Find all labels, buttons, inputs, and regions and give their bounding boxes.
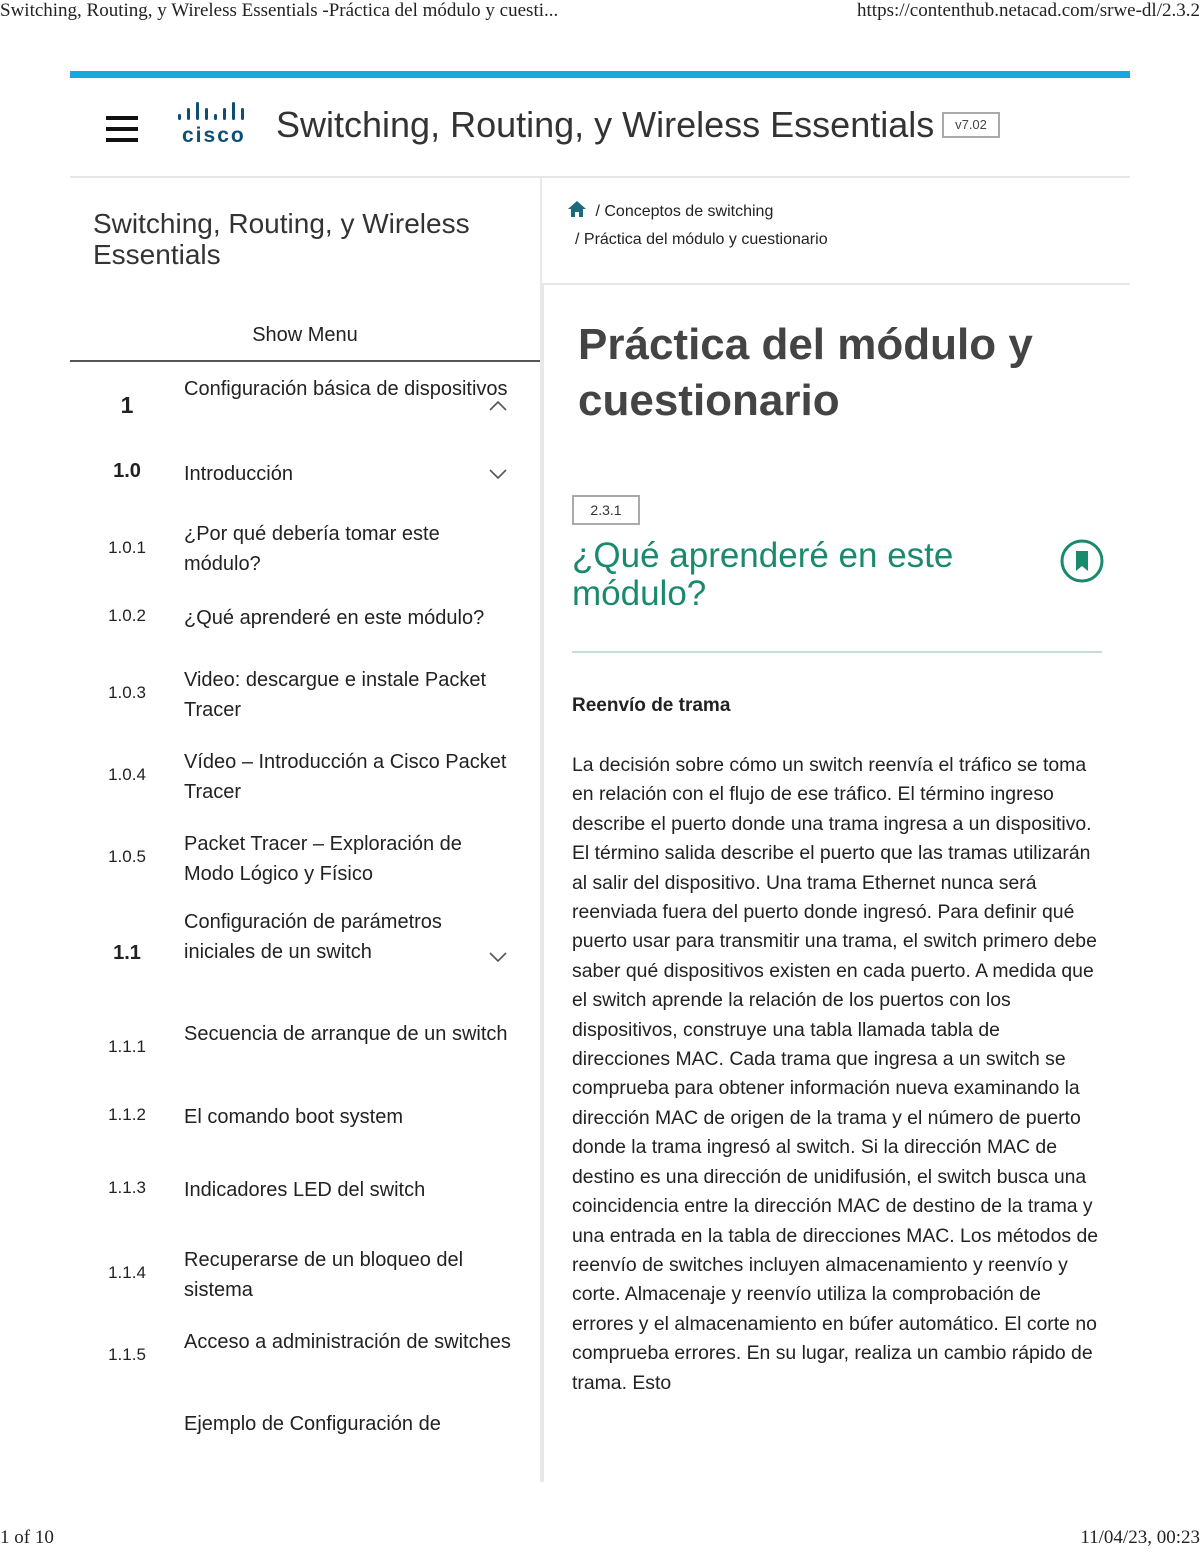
menu-item-label: El comando boot system: [184, 1106, 403, 1128]
menu-item-label: Configuración básica de dispositivos: [184, 378, 508, 400]
chevron-down-icon[interactable]: [488, 464, 508, 484]
menu-item-1-1-4[interactable]: [70, 1231, 540, 1313]
print-footer: [0, 1527, 1200, 1553]
menu-item-label: Secuencia de arranque de un switch: [184, 1023, 508, 1045]
app-header: [70, 78, 1130, 178]
menu-item-number: 1.1.1: [108, 1037, 146, 1056]
cisco-wordmark: cisco: [182, 124, 246, 147]
cisco-bars-icon: [176, 102, 248, 122]
section-divider: [572, 651, 1102, 653]
menu-item-label: Acceso a administración de switches: [184, 1331, 511, 1353]
sidebar-course-title: Switching, Routing, y Wireless Essentials: [93, 208, 470, 270]
menu-item-1-1-2[interactable]: [70, 1089, 540, 1159]
menu-item-number: 1.1: [113, 942, 141, 964]
accent-top-bar: [70, 71, 1130, 78]
menu-item-number: 1.1.4: [108, 1263, 146, 1282]
chevron-down-icon[interactable]: [488, 947, 508, 967]
sidebar: [70, 178, 540, 1482]
subheading-frame-forwarding: Reenvío de trama: [572, 695, 731, 716]
section-number-badge: 2.3.1: [572, 495, 640, 525]
module-menu-list: [70, 362, 540, 1455]
chevron-up-icon[interactable]: [488, 396, 508, 416]
menu-item-1-0-4[interactable]: [70, 733, 540, 815]
menu-item-number: 1.0.1: [108, 538, 146, 557]
breadcrumb: [567, 198, 828, 254]
menu-item-1-1[interactable]: [70, 897, 540, 1007]
show-menu-button[interactable]: Show Menu: [252, 324, 358, 346]
menu-item-label: Configuración de parámetros iniciales de un switch: [184, 911, 442, 963]
menu-item-1-0[interactable]: [70, 446, 540, 504]
breadcrumb-link-switching-concepts[interactable]: Conceptos de switching: [604, 203, 774, 220]
menu-item-1-1-3[interactable]: [70, 1159, 540, 1231]
menu-item-label: Ejemplo de Configuración de: [184, 1413, 441, 1435]
menu-item-1-1-1[interactable]: [70, 1007, 540, 1089]
menu-item-number: 1.0.3: [108, 683, 146, 702]
body-paragraph: La decisión sobre cómo un switch reenvía el tráfico se toma en relación con el flujo de ese tráfico. El término ingreso describe el puerto donde una trama ingresa a un dispositivo. El término salida describe el puerto que las tramas utilizarán al salir del dispositivo. Una trama Ethernet nunca será reenviada fuera del puerto donde ingresó. Para definir qué puerto usar para transmitir una trama, el switch primero debe saber qué dispositivos existen en cada puerto. A medida que el switch aprende la relación de los puertos con los dispositivos, construye una tabla llamada tabla de direcciones MAC. Cada trama que ingresa a un switch se comprueba para obtener información nueva examinando la dirección MAC de origen de la trama y el número de puerto donde la trama ingresó al switch. Si la dirección MAC de destino es una dirección de unidifusión, el switch busca una coincidencia entre la dirección MAC de destino de la trama y una entrada en la tabla de direcciones MAC. Los métodos de reenvío de switches incluyen almacenamiento y reenvío y corte. Almacenaje y reenvío utiliza la comprobación de errores y el almacenamiento en búfer automático. El corte no comprueba errores. En su lugar, realiza un cambio rápido de trama. Esto: [572, 754, 1099, 1394]
menu-item-1-1-6[interactable]: [70, 1395, 540, 1455]
print-page-url: https://contenthub.netacad.com/srwe-dl/2.3.2: [857, 0, 1200, 21]
menu-item-number: 1.0.4: [108, 765, 146, 784]
bookmark-icon[interactable]: [1060, 539, 1104, 583]
version-badge: v7.02: [942, 112, 1000, 138]
menu-item-1-0-2[interactable]: [70, 586, 540, 651]
print-header: [0, 0, 1200, 26]
menu-item-label: Introducción: [184, 463, 293, 485]
menu-item-1[interactable]: [70, 362, 540, 446]
print-datetime: 11/04/23, 00:23: [1080, 1527, 1200, 1548]
app-title: Switching, Routing, y Wireless Essentials: [276, 104, 935, 145]
menu-item-label: Indicadores LED del switch: [184, 1179, 426, 1201]
menu-item-label: ¿Qué aprenderé en este módulo?: [184, 607, 485, 629]
breadcrumb-current-page: Práctica del módulo y cuestionario: [583, 231, 828, 248]
print-page-title: Switching, Routing, y Wireless Essentials -Práctica del módulo y cuesti...: [0, 0, 559, 21]
menu-item-number: 1.0.2: [108, 606, 146, 625]
page-counter: 1 of 10: [0, 1527, 54, 1548]
section-heading: ¿Qué aprenderé en este módulo?: [572, 536, 954, 613]
menu-item-number: 1.1.3: [108, 1178, 146, 1197]
menu-item-number: 1.0: [113, 460, 141, 482]
menu-item-number: 1.1.2: [108, 1105, 146, 1124]
menu-item-label: Vídeo – Introducción a Cisco Packet Tracer: [184, 751, 507, 803]
menu-item-1-0-3[interactable]: [70, 651, 540, 733]
page-frame: [70, 71, 1130, 1482]
breadcrumb-line-2: / Práctica del módulo y cuestionario: [575, 231, 828, 248]
menu-item-number: 1.1.5: [108, 1345, 146, 1364]
menu-item-label: ¿Por qué debería tomar este módulo?: [184, 523, 440, 575]
menu-item-label: Recuperarse de un bloqueo del sistema: [184, 1249, 464, 1301]
hamburger-menu-icon[interactable]: [106, 116, 138, 142]
menu-item-1-1-5[interactable]: [70, 1313, 540, 1395]
cisco-logo[interactable]: [176, 102, 248, 150]
menu-item-1-0-5[interactable]: [70, 815, 540, 897]
menu-item-label: Packet Tracer – Exploración de Modo Lógico y Físico: [184, 833, 462, 885]
home-icon[interactable]: [567, 200, 587, 218]
menu-item-label: Video: descargue e instale Packet Tracer: [184, 669, 487, 721]
menu-item-number: 1: [120, 392, 134, 418]
page-title: Práctica del módulo y cuestionario: [578, 320, 1033, 425]
menu-item-number: 1.0.5: [108, 847, 146, 866]
breadcrumb-line-1: / Conceptos de switching: [567, 198, 828, 226]
content-panel: [542, 283, 1130, 1482]
menu-item-1-0-1[interactable]: [70, 504, 540, 586]
